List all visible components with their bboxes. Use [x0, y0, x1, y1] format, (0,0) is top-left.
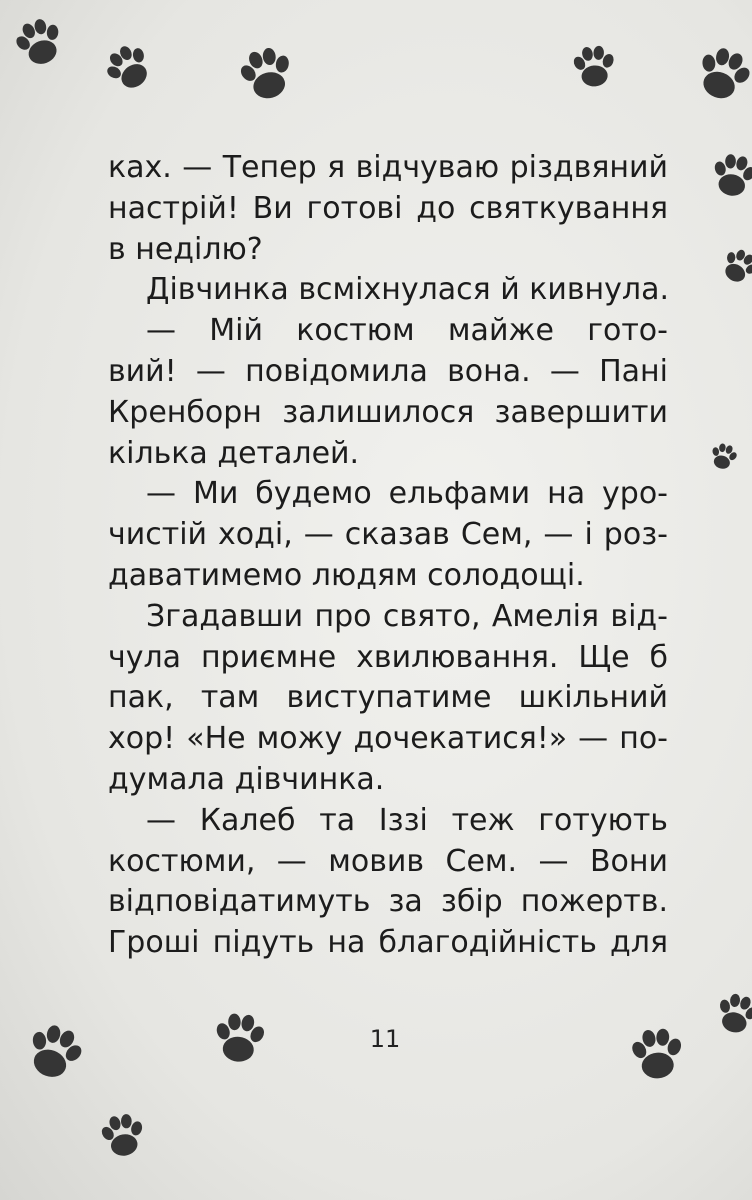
paw-print-icon: [715, 245, 752, 291]
paw-print-icon: [705, 150, 752, 206]
text-line: пак, там виступатиме шкільний: [108, 680, 668, 716]
text-line: Кренборн залишилося завершити: [108, 394, 668, 430]
text-line: — Мій костюм майже гото-: [146, 313, 668, 349]
paw-print-icon: [10, 15, 70, 75]
text-line: Згадавши про свято, Амелія від-: [146, 598, 668, 634]
text-line: хор! «Не можу дочекатися!» — по-: [108, 721, 668, 757]
paw-print-icon: [625, 1025, 689, 1089]
paw-print-icon: [705, 440, 741, 476]
text-line: кілька деталей.: [108, 435, 360, 471]
paw-print-icon: [690, 45, 752, 109]
paw-print-icon: [565, 40, 623, 98]
text-line: — Ми будемо ельфами на уро-: [146, 476, 668, 512]
paw-print-icon: [235, 45, 299, 109]
paw-print-icon: [100, 40, 160, 100]
page-number: 11: [369, 1025, 401, 1053]
text-line: Дівчинка всміхнулася й кивнула.: [146, 272, 670, 308]
text-line: в неділю?: [108, 231, 263, 267]
paw-print-icon: [95, 1110, 151, 1166]
text-line: вий! — повідомила вона. — Пані: [108, 353, 668, 389]
text-line: Гроші підуть на благодійність для: [108, 925, 668, 961]
paw-print-icon: [20, 1022, 86, 1088]
text-line: — Калеб та Іззі теж готують: [146, 802, 668, 838]
text-line: чула приємне хвилювання. Ще б: [108, 639, 668, 675]
body-text: [108, 148, 668, 964]
paw-print-icon: [208, 1010, 270, 1072]
paw-print-icon: [710, 990, 752, 1042]
text-line: настрій! Ви готові до святкування: [108, 190, 668, 226]
text-line: відповідатимуть за збір пожертв.: [108, 884, 668, 920]
text-line: ках. — Тепер я відчуваю різдвяний: [108, 150, 668, 185]
text-line: чистій ході, — сказав Сем, — і роз-: [108, 517, 668, 553]
text-line: даватимемо людям солодощі.: [108, 557, 585, 593]
text-line: костюми, — мовив Сем. — Вони: [108, 843, 668, 879]
text-line: думала дівчинка.: [108, 761, 385, 797]
